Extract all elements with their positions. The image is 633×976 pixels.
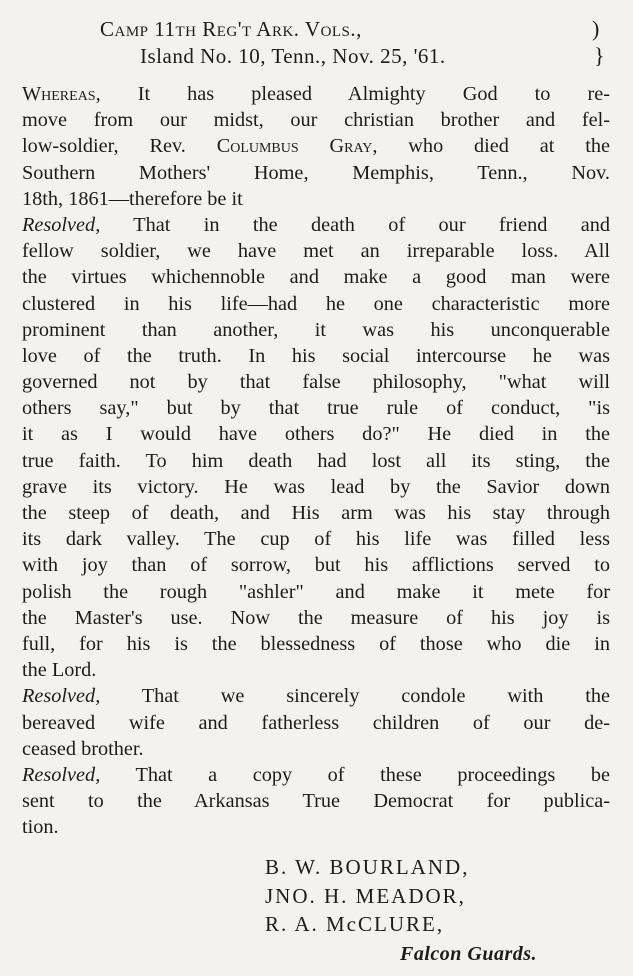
emphasis-word: Resolved, xyxy=(22,685,101,708)
text-line: with joy than of sorrow, but his afflictions served to xyxy=(22,554,610,577)
text-line: sent to the Arkansas True Democrat for publica- xyxy=(22,790,610,813)
text-line: ceased brother. xyxy=(22,737,144,760)
emphasis-word: Whereas, xyxy=(22,83,101,105)
text-line: its dark valley. The cup of his life was filled less xyxy=(22,528,610,551)
signature-meador: JNO. H. MEADOR, xyxy=(265,884,466,908)
dateline-camp: Camp 11th Reg't Ark. Vols., xyxy=(100,17,362,41)
text-line: governed not by that false philosophy, "what will xyxy=(22,371,610,394)
text-line: prominent than another, it was his unconquerable xyxy=(22,318,610,341)
deceased-name: Columbus Gray xyxy=(216,135,373,158)
signature-bourland: B. W. BOURLAND, xyxy=(265,855,470,879)
text-line: others say," but by that true rule of conduct, "is xyxy=(22,397,610,420)
text-line: the Lord. xyxy=(22,659,97,682)
text-line: true faith. To him death had lost all its sting, the xyxy=(22,449,610,472)
text-line: Southern Mothers' Home, Memphis, Tenn., Nov. xyxy=(22,161,610,184)
text-line: fellow soldier, we have met an irreparable loss. All xyxy=(22,240,610,263)
dateline-brace-top: ) xyxy=(592,16,600,41)
text-line: it as I would have others do?" He died in the xyxy=(22,423,610,446)
text-line: 18th, 1861—therefore be it xyxy=(22,187,243,210)
text-line: Whereas, It has pleased Almighty God to re- xyxy=(22,83,610,105)
text-line: clustered in his life—had he one characteristic more xyxy=(22,292,610,315)
dateline-brace-bottom: } xyxy=(594,43,605,68)
text-line: low-soldier, Rev. Columbus Gray, who died at the xyxy=(22,135,610,158)
dateline-place-date: Island No. 10, Tenn., Nov. 25, '61. xyxy=(140,44,446,68)
text-line: love of the truth. In his social intercourse he was xyxy=(22,344,610,367)
text-line: the virtues whichennoble and make a good man were xyxy=(22,266,610,289)
text-line: the Master's use. Now the measure of his joy is xyxy=(22,606,610,629)
signature-mcclure: R. A. McCLURE, xyxy=(265,912,445,936)
text-line: Resolved, That in the death of our friend and xyxy=(22,213,610,236)
text-line: bereaved wife and fatherless children of our de- xyxy=(22,711,610,734)
text-line: full, for his is the blessedness of those who die in xyxy=(22,632,610,655)
resolution-text xyxy=(22,81,610,840)
emphasis-word: Resolved, xyxy=(22,213,101,236)
text-line: move from our midst, our christian brother and fel- xyxy=(22,109,610,132)
text-line: Resolved, That a copy of these proceedings be xyxy=(22,763,610,786)
text-line: tion. xyxy=(22,816,59,839)
text-line: the steep of death, and His arm was his stay through xyxy=(22,502,610,524)
signature-company: Falcon Guards. xyxy=(400,943,538,965)
text-line: polish the rough "ashler" and make it mete for xyxy=(22,580,610,603)
text-line: grave its victory. He was lead by the Savior down xyxy=(22,475,610,498)
text-line: Resolved, That we sincerely condole with the xyxy=(22,685,610,708)
emphasis-word: Resolved, xyxy=(22,763,101,786)
